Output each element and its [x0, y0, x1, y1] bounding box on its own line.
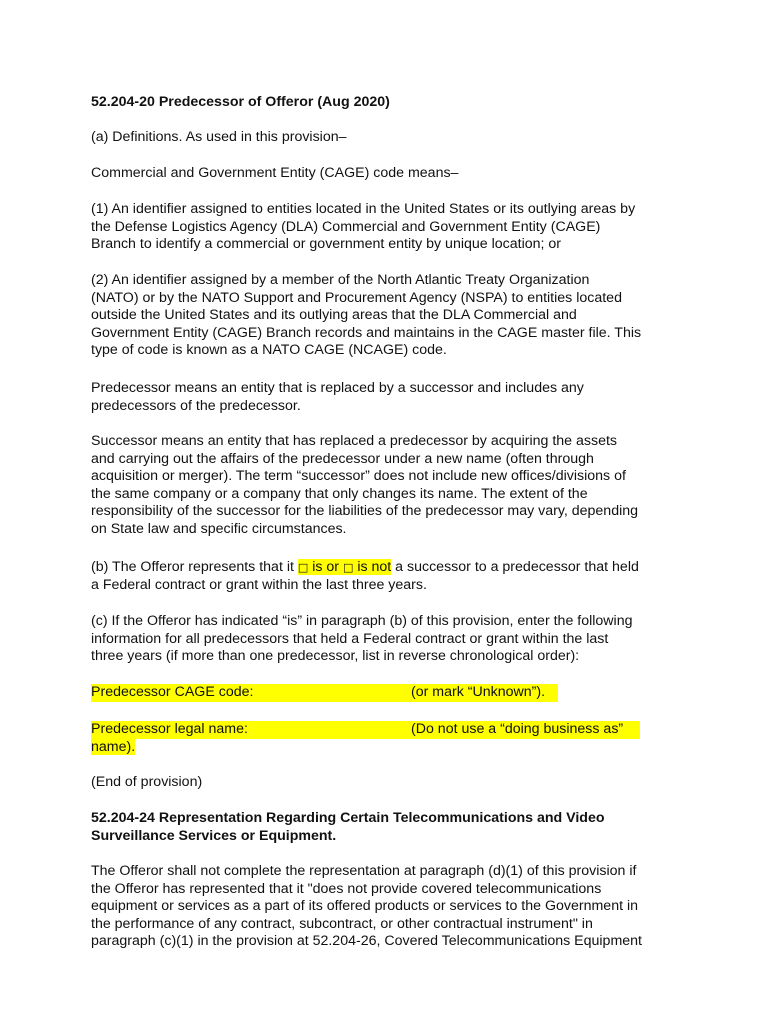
is-or-is-not-choice [298, 559, 391, 575]
is-option-label: is or [308, 559, 343, 575]
predecessor-legal-name-field [91, 721, 691, 757]
text-line: responsibility of the successor for the liabilities of the predecessor may vary, depending [91, 503, 639, 520]
text-line: equipment or services as a part of its offered products or services to the Government in [91, 898, 639, 915]
text-line: Branch to identify a commercial or government entity by unique location; or [91, 236, 562, 253]
paragraph-b [91, 559, 691, 594]
text-line: type of code is known as a NATO CAGE (NCAGE) code. [91, 342, 447, 359]
text-line: Successor means an entity that has replaced a predecessor by acquiring the assets [91, 433, 618, 449]
cage-definition-2 [91, 272, 691, 360]
text-line: paragraph (c)(1) in the provision at 52.204-26, Covered Telecommunications Equipment [91, 933, 642, 950]
text-line: Government Entity (CAGE) Branch records and maintains in the CAGE master file. This [91, 324, 642, 341]
paragraph-b-suffix: a successor to a predecessor that held [391, 559, 639, 575]
field-row [91, 684, 691, 702]
text-line: on State law and specific circumstances. [91, 520, 347, 537]
cage-code-label: Predecessor CAGE code: [91, 684, 254, 700]
is-not-option-label: is not [353, 559, 392, 575]
text-line: (c) If the Offeror has indicated “is” in paragraph (b) of this provision, enter the following [91, 613, 633, 629]
successor-definition [91, 433, 691, 539]
is-not-checkbox[interactable]: □ [342, 561, 354, 574]
cage-definition-intro: Commercial and Government Entity (CAGE) code means– [91, 165, 459, 181]
representation-paragraph [91, 863, 691, 951]
is-checkbox[interactable]: □ [297, 561, 309, 574]
text-line: information for all predecessors that held a Federal contract or grant within the last [91, 630, 609, 647]
end-of-provision: (End of provision) [91, 774, 203, 790]
paragraph-c [91, 613, 691, 666]
text-line: (2) An identifier assigned by a member of the North Atlantic Treaty Organization [91, 272, 590, 288]
section-title-52-204-24 [91, 810, 691, 845]
paragraph-a: (a) Definitions. As used in this provision– [91, 129, 347, 145]
predecessor-cage-code-field [91, 684, 691, 702]
field-row [91, 721, 691, 739]
text-line: and carrying out the affairs of the predecessor under a new name (often through [91, 450, 594, 467]
section-title-52-204-20: 52.204-20 Predecessor of Offeror (Aug 2020) [91, 94, 390, 110]
paragraph-b-prefix: (b) The Offeror represents that it [91, 559, 298, 575]
cage-code-note: (or mark “Unknown”). [411, 684, 546, 700]
text-line: the same company or a company that only changes its name. The extent of the [91, 485, 588, 502]
text-line: (1) An identifier assigned to entities located in the United States or its outlying areas by [91, 201, 636, 217]
predecessor-definition [91, 380, 691, 415]
legal-name-label: Predecessor legal name: [91, 721, 248, 737]
text-line: outside the United States and its outlying areas that the DLA Commercial and [91, 307, 577, 324]
text-line: a Federal contract or grant within the last three years. [91, 576, 427, 593]
text-line: the performance of any contract, subcontract, or other contractual instrument" in [91, 915, 593, 932]
text-line: (NATO) or by the NATO Support and Procurement Agency (NSPA) to entities located [91, 289, 622, 306]
text-line: Predecessor means an entity that is replaced by a successor and includes any [91, 380, 584, 396]
text-line: 52.204-24 Representation Regarding Certain Telecommunications and Video [91, 810, 605, 826]
paragraph-b-line-1 [91, 559, 691, 577]
text-line: acquisition or merger). The term “successor” does not include new offices/divisions of [91, 468, 626, 485]
text-line: three years (if more than one predecessor, list in reverse chronological order): [91, 648, 580, 665]
text-line: The Offeror shall not complete the representation at paragraph (d)(1) of this provision if [91, 863, 637, 879]
text-line: predecessors of the predecessor. [91, 397, 301, 414]
text-line: Surveillance Services or Equipment. [91, 827, 337, 844]
legal-name-note: (Do not use a “doing business as” [411, 721, 624, 737]
legal-name-note-line-2: name). [91, 739, 136, 755]
cage-definition-1 [91, 201, 691, 254]
text-line: the Defense Logistics Agency (DLA) Commercial and Government Entity (CAGE) [91, 218, 601, 235]
text-line: the Offeror has represented that it "does not provide covered telecommunications [91, 880, 602, 897]
